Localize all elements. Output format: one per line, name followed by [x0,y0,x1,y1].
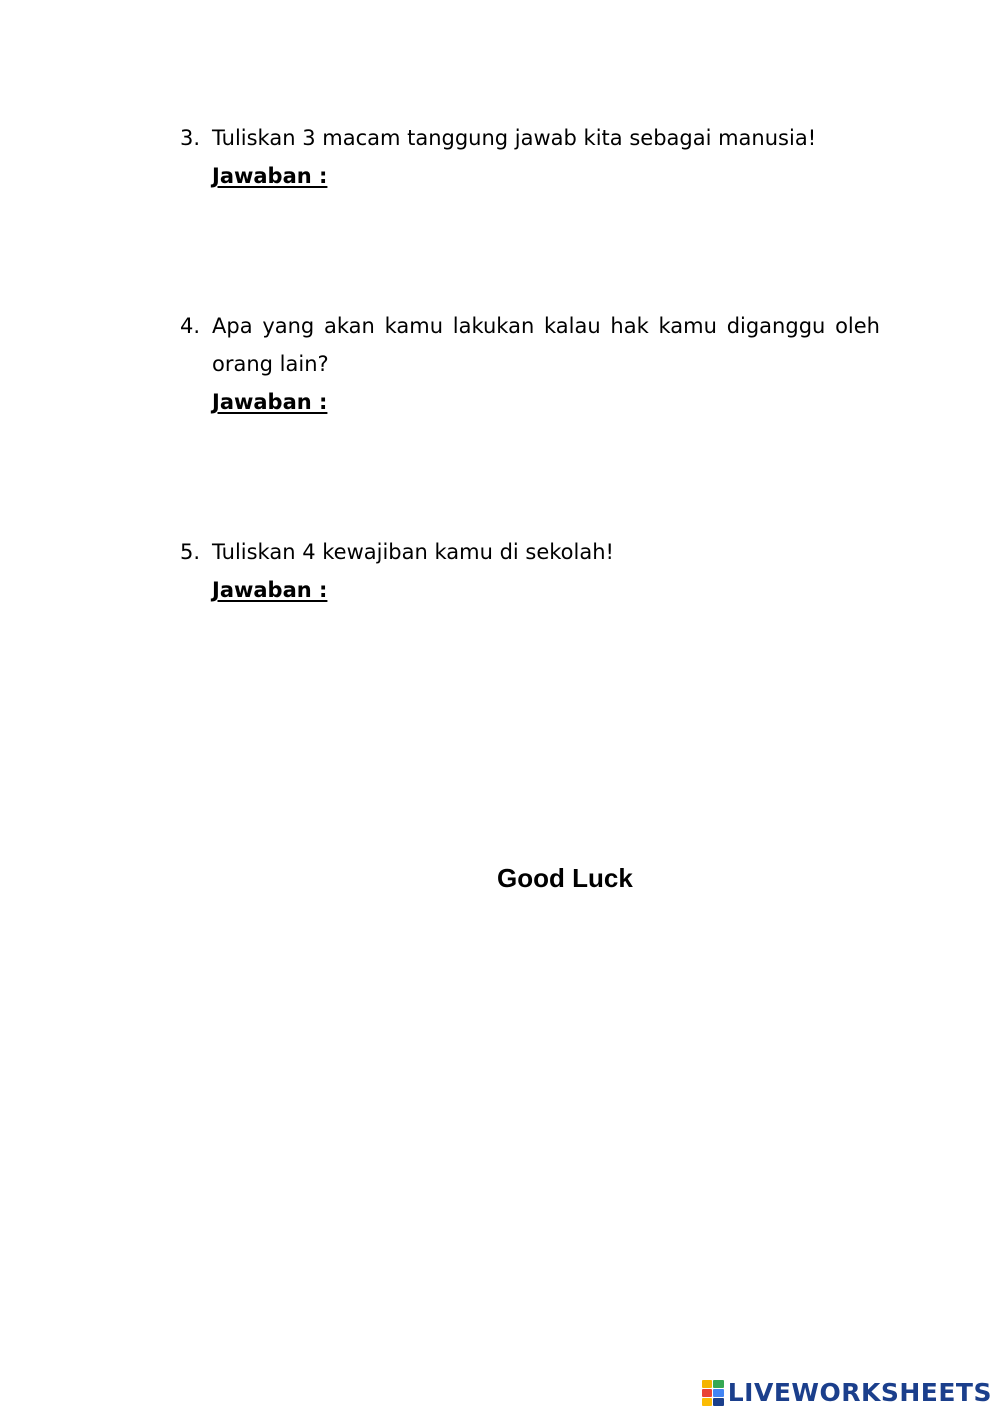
question-3 [180,119,880,195]
question-5-row [180,533,880,571]
answer-label: Jawaban : [212,164,328,188]
logo-block [713,1389,724,1397]
logo-block [702,1389,713,1397]
logo-block [702,1398,713,1406]
question-number: 4. [180,314,201,338]
closing-text: Good Luck [497,863,633,893]
question-3-row [180,119,880,157]
question-text: Tuliskan 3 macam tanggung jawab kita sebagai manusia! [212,126,817,150]
logo-block [713,1380,724,1388]
logo-block [713,1398,724,1406]
question-number: 3. [180,126,201,150]
question-5 [180,533,880,609]
question-number: 5. [180,540,201,564]
question-text: Apa yang akan kamu lakukan kalau hak kamu diganggu oleh orang lain? [212,314,880,376]
liveworksheets-logo-icon [702,1380,724,1406]
brand-name: LIVEWORKSHEETS [727,1378,992,1407]
answer-label: Jawaban : [212,578,328,602]
brand-watermark [702,1378,992,1407]
answer-label: Jawaban : [212,390,328,414]
question-4-row [180,307,880,383]
logo-block [702,1380,713,1388]
question-4 [180,307,880,421]
question-text: Tuliskan 4 kewajiban kamu di sekolah! [212,540,614,564]
